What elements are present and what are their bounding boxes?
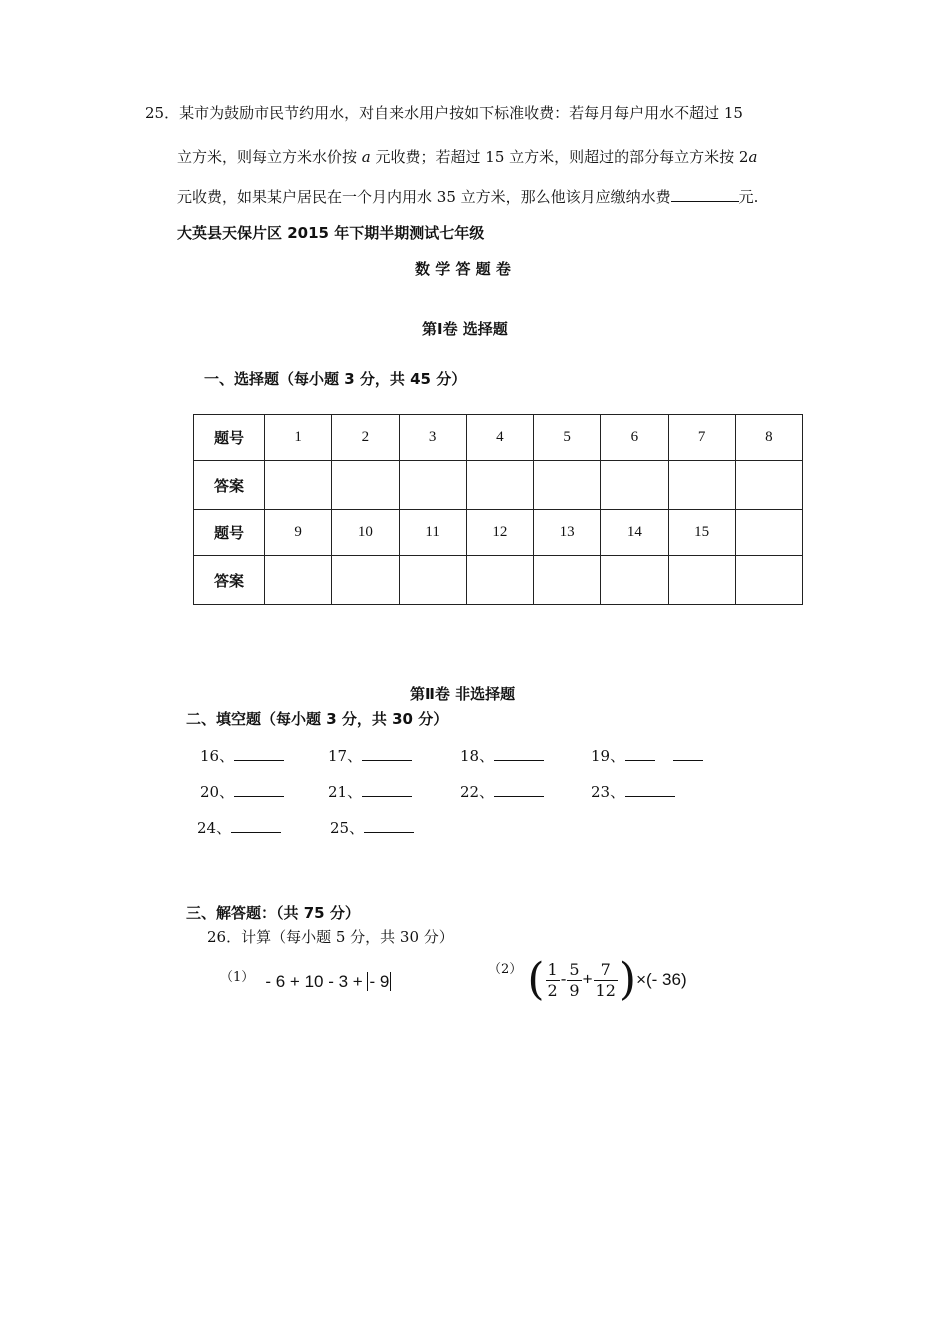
answer-cell[interactable]: [534, 556, 601, 605]
q25-line2-text-a: 立方米，则每立方米水价按: [177, 148, 362, 166]
fill-label: 16、: [200, 747, 235, 765]
q25-answer-blank[interactable]: [671, 187, 739, 202]
answer-cell[interactable]: [332, 556, 399, 605]
table-cell: 15: [668, 510, 735, 556]
fill-blank[interactable]: [494, 782, 544, 797]
fill-blank[interactable]: [625, 782, 675, 797]
table-label-num: 题号: [194, 510, 265, 556]
numerator: 7: [594, 960, 618, 981]
table-cell: 11: [399, 510, 466, 556]
fraction-2: [567, 960, 581, 1001]
table-cell: 14: [601, 510, 668, 556]
q25-line3-text: 元收费，如果某户居民在一个月内用水 35 立方米，那么他该月应缴纳水费: [177, 188, 671, 206]
operator: -: [560, 969, 567, 989]
fill-item-22: [460, 781, 544, 802]
q25-line3-unit: 元.: [738, 188, 759, 206]
fill-label: 24、: [197, 819, 232, 837]
q25-var-a-2: a: [748, 148, 758, 166]
part1-section-heading: 一、选择题（每小题 3 分，共 45 分）: [204, 370, 467, 388]
table-row: [194, 556, 803, 605]
fraction-3: [594, 960, 618, 1001]
operator: +: [582, 969, 593, 989]
fill-blank[interactable]: [231, 818, 281, 833]
table-label-ans: 答案: [194, 461, 265, 510]
table-cell: 2: [332, 415, 399, 461]
fill-blank[interactable]: [673, 746, 703, 761]
part1-title: 第Ⅰ卷 选择题: [422, 320, 508, 338]
table-row: [194, 510, 803, 556]
answer-cell[interactable]: [668, 556, 735, 605]
answer-cell[interactable]: [265, 556, 332, 605]
fill-label: 19、: [591, 747, 626, 765]
fill-blank[interactable]: [362, 782, 412, 797]
fill-blank[interactable]: [234, 746, 284, 761]
table-label-num: 题号: [194, 415, 265, 461]
answer-cell[interactable]: [399, 461, 466, 510]
answer-cell[interactable]: [466, 556, 533, 605]
q26-sub2-tail: ×(- 36): [636, 970, 687, 989]
choice-answer-table: [193, 414, 803, 605]
q25-var-a: a: [361, 148, 371, 166]
answer-cell[interactable]: [534, 461, 601, 510]
fill-label: 22、: [460, 783, 495, 801]
table-cell: 9: [265, 510, 332, 556]
left-paren: (: [527, 954, 545, 1005]
answer-cell[interactable]: [399, 556, 466, 605]
exam-title: 数 学 答 题 卷: [415, 260, 511, 278]
q25-line1: 25．某市为鼓励市民节约用水，对自来水用户按如下标准收费：若每月每户用水不超过 15: [145, 104, 743, 122]
fill-label: 18、: [460, 747, 495, 765]
part2-title: 第Ⅱ卷 非选择题: [410, 685, 516, 703]
table-cell: 10: [332, 510, 399, 556]
answer-cell[interactable]: [735, 556, 802, 605]
fill-blank[interactable]: [625, 746, 655, 761]
answer-cell[interactable]: [735, 461, 802, 510]
table-cell: [735, 510, 802, 556]
fill-label: 21、: [328, 783, 363, 801]
denominator: 2: [547, 980, 558, 1000]
numerator: 1: [547, 959, 558, 979]
numerator: 5: [569, 959, 580, 979]
denominator: 9: [569, 980, 580, 1000]
q26-sub2-label: （2）: [488, 962, 523, 977]
fill-item-17: [328, 745, 412, 766]
fill-label: 23、: [591, 783, 626, 801]
table-cell: 3: [399, 415, 466, 461]
q25-line2: [177, 146, 757, 167]
denominator: 12: [595, 980, 616, 1000]
fill-item-25: [330, 817, 414, 838]
part2-section-heading: 二、填空题（每小题 3 分，共 30 分）: [186, 710, 449, 728]
q26-sub1-expr: - 6 + 10 - 3 +: [265, 972, 368, 992]
q25-line3: [177, 186, 758, 207]
fill-item-16: [200, 745, 284, 766]
q26-sub2: [488, 954, 687, 1005]
table-cell: 5: [534, 415, 601, 461]
answer-cell[interactable]: [601, 556, 668, 605]
table-cell: 6: [601, 415, 668, 461]
q26-sub1: [220, 966, 391, 992]
table-cell: 13: [534, 510, 601, 556]
fill-blank[interactable]: [234, 782, 284, 797]
answer-cell[interactable]: [601, 461, 668, 510]
table-cell: 12: [466, 510, 533, 556]
answer-cell[interactable]: [265, 461, 332, 510]
fill-item-19: [591, 745, 703, 766]
answer-cell[interactable]: [332, 461, 399, 510]
answer-cell[interactable]: [668, 461, 735, 510]
q25-line2-text-b: 元收费；若超过 15 立方米，则超过的部分每立方米按 2: [370, 148, 749, 166]
table-cell: 4: [466, 415, 533, 461]
fill-item-21: [328, 781, 412, 802]
table-row: [194, 461, 803, 510]
table-cell: 1: [265, 415, 332, 461]
school-header: 大英县天保片区 2015 年下期半期测试七年级: [177, 224, 485, 242]
fill-blank[interactable]: [364, 818, 414, 833]
fill-blank[interactable]: [494, 746, 544, 761]
fraction-1: [546, 960, 560, 1001]
table-cell: 7: [668, 415, 735, 461]
q26-sub1-abs: - 9: [369, 972, 390, 992]
q26-sub1-label: （1）: [220, 970, 255, 985]
table-label-ans: 答案: [194, 556, 265, 605]
fill-item-20: [200, 781, 284, 802]
fill-blank[interactable]: [362, 746, 412, 761]
fill-item-23: [591, 781, 675, 802]
fill-item-24: [197, 817, 281, 838]
fill-item-18: [460, 745, 544, 766]
fill-label: 25、: [330, 819, 365, 837]
part3-section-heading: 三、解答题：（共 75 分）: [186, 904, 360, 922]
right-paren: ): [618, 954, 637, 1005]
q26-heading: 26．计算（每小题 5 分，共 30 分）: [207, 928, 454, 946]
table-row: [194, 415, 803, 461]
fill-label: 20、: [200, 783, 235, 801]
answer-cell[interactable]: [466, 461, 533, 510]
table-cell: 8: [735, 415, 802, 461]
fill-label: 17、: [328, 747, 363, 765]
